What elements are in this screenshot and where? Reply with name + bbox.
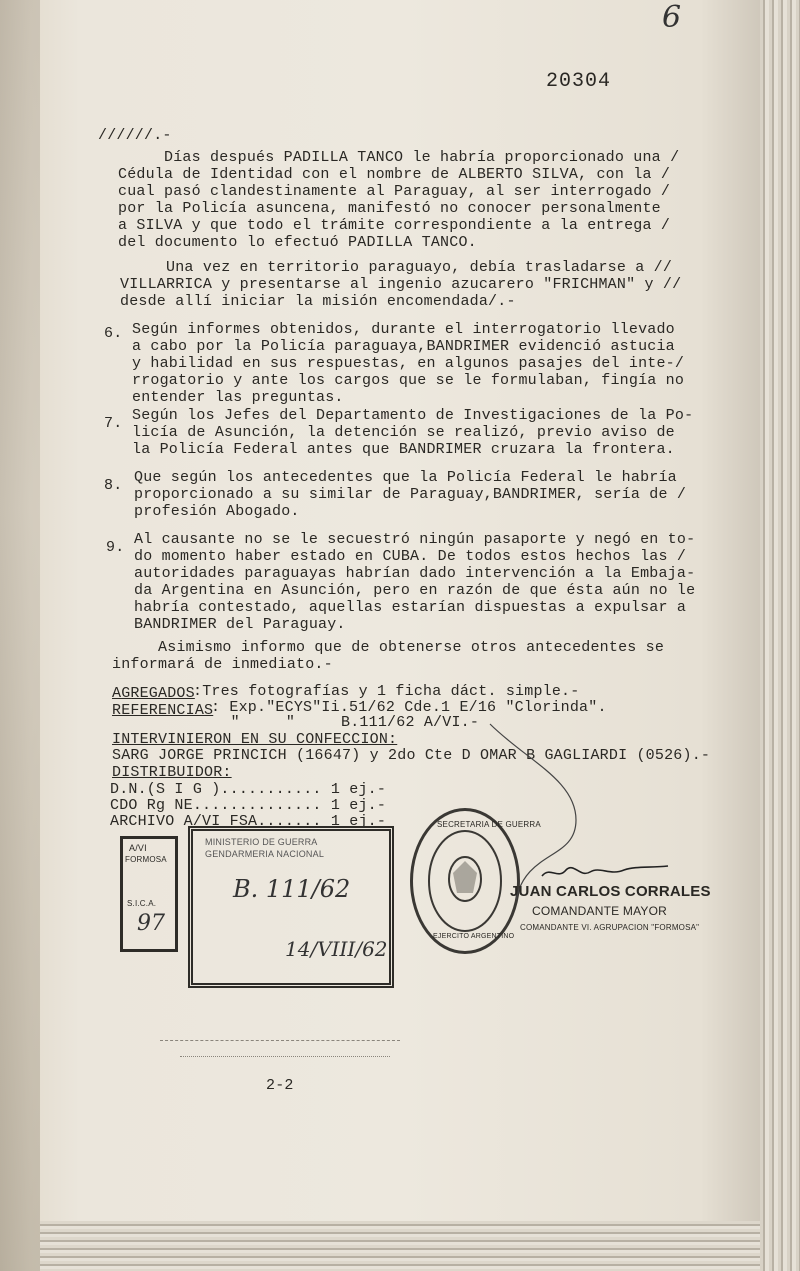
text-line: informará de inmediato.- [112,656,333,673]
faint-rule [160,1040,400,1041]
stamp-text: MINISTERIO DE GUERRA [205,837,318,847]
text-line: a cabo por la Policía paraguaya,BANDRIMER evidenció astucia [132,338,675,355]
distribution-item: D.N.(S I G )........... 1 ej.- [110,781,387,798]
seal-text: SECRETARIA DE GUERRA [437,820,541,829]
text-line: habría contestado, aquellas estarían dispuestas a expulsar a [134,599,687,616]
text-line: proporcionado a su similar de Paraguay,BANDRIMER, sería de / [134,486,687,503]
text-line: Al causante no se le secuestró ningún pasaporte y negó en to- [134,531,696,548]
ministry-receipt-stamp [188,826,394,988]
text-line: y habilidad en sus respuestas, en algunos pasajes del inte-/ [132,355,685,372]
item-number: 6. [104,325,123,342]
distribution-item: ARCHIVO A/VI FSA....... 1 ej.- [110,813,387,830]
text-line: desde allí iniciar la misión encomendada/.- [120,293,516,310]
text-line: BANDRIMER del Paraguay. [134,616,346,633]
faint-rule [180,1056,390,1057]
intervinieron-label: INTERVINIERON EN SU CONFECCION: [112,731,398,748]
referencias-text: : Exp."ECYS"Ii.51/62 Cde.1 E/16 "Clorinda". [211,699,607,716]
stamp-text: S.I.C.A. [127,899,157,908]
text-line: cual pasó clandestinamente al Paraguay, al ser interrogado / [118,183,671,200]
text-line: Cédula de Identidad con el nombre de ALBERTO SILVA, con la / [118,166,671,183]
signatory-name: JUAN CARLOS CORRALES [510,883,711,900]
page-number: 2-2 [266,1077,294,1094]
intervinieron-text: SARG JORGE PRINCICH (16647) y 2do Cte D OMAR B GAGLIARDI (0526).- [112,747,711,764]
text-line: a SILVA y que todo el trámite correspondiente a la entrega / [118,217,671,234]
referencias-label: REFERENCIAS [112,702,214,719]
signatory-rank: COMANDANTE MAYOR [532,904,667,918]
handwritten-signature-icon [540,856,670,886]
agregados-text: :Tres fotografías y 1 ficha dáct. simple.- [193,683,580,700]
text-line: Asimismo informo que de obtenerse otros antecedentes se [112,639,665,656]
seal-inner-text: EJERCITO ARGENTINO [433,933,515,940]
stamp-text: FORMOSA [125,855,167,864]
agregados-label: AGREGADOS [112,685,195,702]
distribution-item: CDO Rg NE.............. 1 ej.- [110,797,387,814]
referencias-line2: " " B.111/62 A/VI.- [157,714,480,731]
stamp-text: GENDARMERIA NACIONAL [205,849,325,859]
text-line: do momento haber estado en CUBA. De todos estos hechos las / [134,548,687,565]
text-line: da Argentina en Asunción, pero en razón de que ésta aún no le [134,582,696,599]
text-line: Según los Jefes del Departamento de Investigaciones de la Po- [132,407,694,424]
text-line: la Policía Federal antes que BANDRIMER cruzara la frontera. [132,441,675,458]
text-line: autoridades paraguayas habrían dado intervención a la Embaja- [134,565,696,582]
text-line: entender las preguntas. [132,389,344,406]
stamp-text: A/VI [129,843,147,853]
signatory-unit: COMANDANTE VI. AGRUPACION "FORMOSA" [520,923,700,932]
document-number: 20304 [546,70,612,93]
registry-stamp-small [120,836,178,952]
page-left-shadow [0,0,40,1271]
text-line: profesión Abogado. [134,503,300,520]
item-number: 8. [104,477,123,494]
page-mark: 6 [662,0,682,35]
text-line: Que según los antecedentes que la Policía Federal le habría [134,469,677,486]
item-number: 9. [106,539,125,556]
text-line: rrogatorio y ante los cargos que se le formulaban, fingía no [132,372,685,389]
text-line: licía de Asunción, la detención se realizó, previo aviso de [132,424,675,441]
text-line: del documento lo efectuó PADILLA TANCO. [118,234,477,251]
text-line: VILLARRICA y presentarse al ingenio azucarero "FRICHMAN" y // [120,276,682,293]
stamp-handwritten-reference: B. 111/62 [233,875,351,903]
stamp-handwritten-date: 14/VIII/62 [285,937,388,961]
stacked-pages-edge-bottom [40,1221,760,1271]
distribuidor-label: DISTRIBUIDOR: [112,764,232,781]
stamp-handwritten-number: 97 [137,911,165,936]
item-number: 7. [104,415,123,432]
text-line: Una vez en territorio paraguayo, debía trasladarse a // [120,259,673,276]
text-line: Según informes obtenidos, durante el interrogatorio llevado [132,321,675,338]
text-line: Días después PADILLA TANCO le habría proporcionado una / [118,149,680,166]
continuation-mark: //////.- [98,127,172,144]
text-line: por la Policía asuncena, manifestó no conocer personalmente [118,200,661,217]
stacked-pages-edge-right [760,0,800,1271]
